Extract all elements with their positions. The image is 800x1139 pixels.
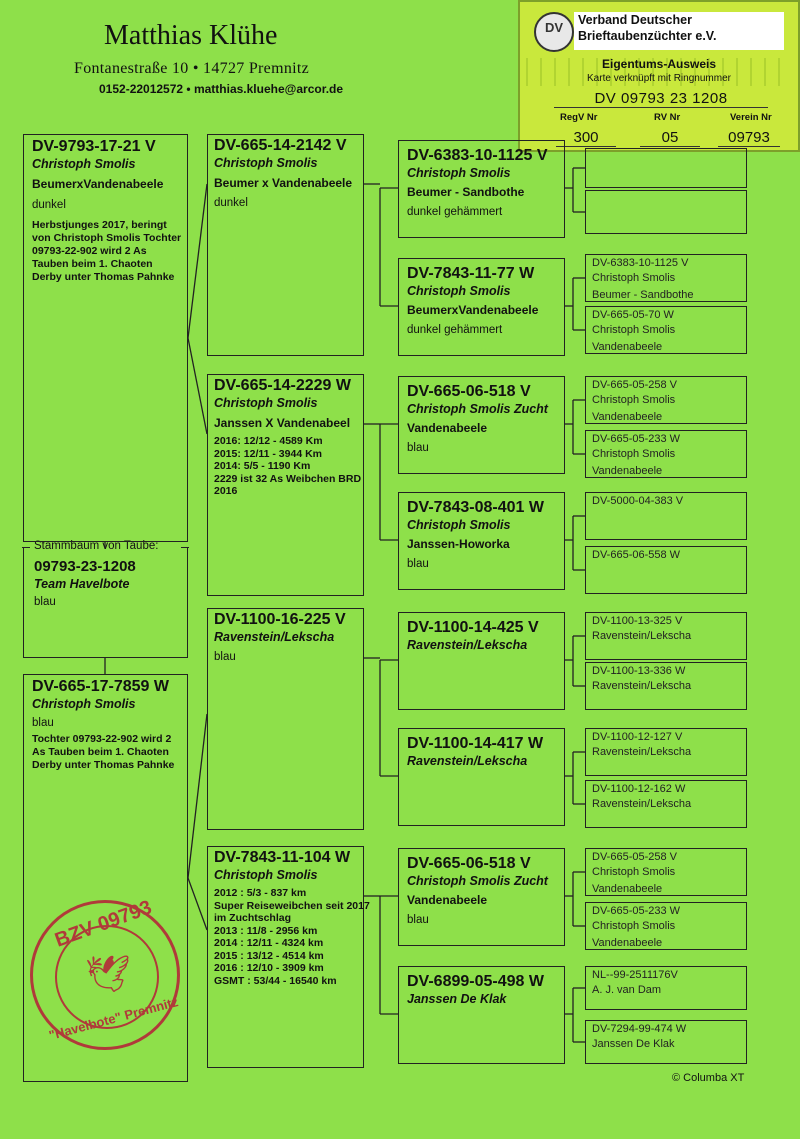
great-grandparent-ring: DV-665-06-518 V: [407, 855, 531, 872]
great-grandparent-breeder: Christoph Smolis Zucht: [407, 874, 548, 888]
grandparent-color: dunkel: [214, 197, 248, 209]
great-grandparent-breeder: Christoph Smolis Zucht: [407, 402, 548, 416]
ancestor-line: DV-6383-10-1125 V: [592, 257, 689, 269]
great-grandparent-color: blau: [407, 442, 429, 454]
great-grandparent-breeder: Christoph Smolis: [407, 284, 511, 298]
subject-ring: 09793-23-1208: [34, 558, 136, 575]
great-grandparent-line: BeumerxVandenabeele: [407, 303, 539, 317]
ancestor-line: Beumer - Sandbothe: [592, 289, 694, 301]
ancestor-line: Christoph Smolis: [592, 324, 676, 336]
grandparent-note: GSMT : 53/44 - 16540 km: [214, 974, 337, 987]
ancestor-line: DV-1100-13-336 W: [592, 665, 686, 677]
subject-breeder: Team Havelbote: [34, 577, 130, 591]
great-grandparent-breeder: Ravenstein/Lekscha: [407, 638, 528, 652]
grandparent-ring: DV-7843-11-104 W: [214, 849, 351, 866]
ancestor-line: Janssen De Klak: [592, 1038, 675, 1050]
grandparent-note: 2016 : 12/10 - 3909 km: [214, 962, 324, 974]
father-breeder: Christoph Smolis: [32, 157, 136, 171]
grandparent-note: 2016: 12/12 - 4589 Km: [214, 435, 323, 447]
great-grandparent-breeder: Christoph Smolis: [407, 518, 511, 532]
great-grandparent-ring: DV-7843-11-77 W: [407, 265, 535, 282]
mother-ring: DV-665-17-7859 W: [32, 678, 169, 695]
grandparent-line: Beumer x Vandenabeele: [214, 176, 353, 190]
mother-note: Tochter 09793-22-902 wird 2 As Tauben beim 1. Chaoten Derby unter Thomas Pahnke: [32, 733, 175, 771]
great-grandparent-color: dunkel gehämmert: [407, 324, 503, 336]
great-grandparent-ring: DV-665-06-518 V: [407, 383, 531, 400]
grandparent-note: 2015: 12/11 - 3944 Km: [214, 447, 322, 460]
ancestor-line: Vandenabeele: [592, 937, 663, 949]
card-value-rv: 05: [640, 129, 700, 147]
grandparent-breeder: Christoph Smolis: [214, 156, 318, 170]
connector-line: [188, 878, 207, 930]
great-grandparent-line: Vandenabeele: [407, 421, 488, 435]
ancestor-line: Vandenabeele: [592, 883, 663, 895]
ancestor-line: DV-1100-13-325 V: [592, 615, 683, 627]
card-label-verein: Verein Nr: [730, 112, 772, 123]
grandparent-color: blau: [214, 651, 236, 663]
grandparent-note: 2014 : 12/11 - 4324 km: [214, 937, 324, 949]
great-grandparent-ring: DV-1100-14-425 V: [407, 619, 539, 636]
footer-credit: © Columba XT: [672, 1072, 745, 1084]
ancestor-line: DV-665-05-233 W: [592, 905, 681, 917]
great-grandparent-ring: DV-7843-08-401 W: [407, 499, 544, 516]
ancestor-line: Ravenstein/Lekscha: [592, 798, 692, 810]
breeder-name: Matthias Klühe: [104, 20, 278, 51]
ancestor-line: Vandenabeele: [592, 465, 663, 477]
grandparent-note: 2014: 5/5 - 1190 Km: [214, 460, 311, 472]
breeder-address: Fontanestraße 10 • 14727 Premnitz: [74, 60, 310, 77]
ancestor-line: DV-665-05-70 W: [592, 309, 674, 321]
great-grandparent-color: dunkel gehämmert: [407, 206, 503, 218]
club-stamp: [30, 896, 180, 1050]
card-label-regv: RegV Nr: [560, 112, 598, 123]
card-title: Eigentums-Ausweis: [601, 57, 717, 71]
card-value-regv: 300: [556, 129, 616, 147]
ancestor-line: Christoph Smolis: [592, 272, 676, 284]
ancestor-line: DV-1100-12-127 V: [592, 731, 683, 743]
ancestor-line: Christoph Smolis: [592, 920, 676, 932]
father-note: Herbstjunges 2017, beringt von Christoph Smolis Tochter 09793-22-902 wird 2 As Tauben beim 1. Chaoten Derby unter Thomas Pahnke: [32, 219, 182, 283]
father-ring: DV-9793-17-21 V: [32, 138, 156, 155]
grandparent-note: Super Reiseweibchen seit 2017: [214, 899, 370, 912]
great-grandparent-ring: DV-6383-10-1125 V: [407, 147, 548, 164]
great-grandparent-breeder: Ravenstein/Lekscha: [407, 754, 528, 768]
card-value-verein: 09793: [718, 129, 780, 147]
grandparent-note: im Zuchtschlag: [214, 912, 292, 924]
stamp-bottom-text: "Havelbote" Premnitz: [47, 994, 180, 1043]
ancestor-line: Ravenstein/Lekscha: [592, 746, 692, 758]
stamp-top-text: BZV 09793: [52, 896, 155, 952]
grandparent-breeder: Christoph Smolis: [214, 396, 318, 410]
grandparent-note: 2015 : 13/12 - 4514 km: [214, 949, 324, 962]
connector-line: [188, 714, 207, 878]
great-grandparent-breeder: Christoph Smolis: [407, 166, 511, 180]
great-grandparent-breeder: Janssen De Klak: [407, 992, 507, 1006]
grandparent-breeder: Ravenstein/Lekscha: [214, 630, 335, 644]
father-color: dunkel: [32, 199, 66, 211]
ancestor-line: Ravenstein/Lekscha: [592, 630, 692, 642]
ancestor-line: DV-5000-04-383 V: [592, 495, 684, 507]
ancestor-line: DV-665-05-258 V: [592, 379, 677, 391]
grandparent-ring: DV-665-14-2142 V: [214, 137, 347, 154]
card-label-rv: RV Nr: [654, 112, 681, 123]
subject-color: blau: [34, 596, 56, 608]
vdbt-logo-icon: DV: [534, 12, 574, 52]
grandparent-note: 2229 ist 32 As Weibchen BRD: [214, 472, 362, 485]
great-grandparent-color: blau: [407, 914, 429, 926]
ancestor-line: DV-665-06-558 W: [592, 549, 681, 561]
ancestor-line: Christoph Smolis: [592, 448, 676, 460]
ancestor-line: Christoph Smolis: [592, 394, 676, 406]
ancestor-line: Ravenstein/Lekscha: [592, 680, 692, 692]
breeder-contact: 0152-22012572 • matthias.kluehe@arcor.de: [99, 82, 344, 96]
grandparent-note: 2012 : 5/3 - 837 km: [214, 887, 307, 899]
grandparent-ring: DV-665-14-2229 W: [214, 377, 351, 394]
great-grandparent-line: Vandenabeele: [407, 893, 488, 907]
subject-caption: Stammbaum von Taube:: [34, 540, 159, 552]
connector-line: [188, 184, 207, 338]
great-grandparent-line: Beumer - Sandbothe: [407, 185, 525, 199]
grandparent-note: 2013 : 11/8 - 2956 km: [214, 924, 318, 937]
great-grandparent-color: blau: [407, 558, 429, 570]
ancestor-line: Christoph Smolis: [592, 866, 676, 878]
ancestor-line: DV-665-05-258 V: [592, 851, 677, 863]
card-ring-number: DV 09793 23 1208: [554, 90, 768, 108]
grandparent-ring: DV-1100-16-225 V: [214, 611, 346, 628]
card-org-line1: Verband Deutscher: [578, 13, 692, 27]
great-grandparent-ring: DV-6899-05-498 W: [407, 973, 544, 990]
ancestor-line: Vandenabeele: [592, 411, 663, 423]
ancestor-line: Vandenabeele: [592, 341, 663, 353]
card-org-line2: Brieftaubenzüchter e.V.: [578, 29, 717, 43]
connector-line: [188, 338, 207, 434]
grandparent-breeder: Christoph Smolis: [214, 868, 318, 882]
father-line: BeumerxVandenabeele: [32, 177, 164, 191]
mother-breeder: Christoph Smolis: [32, 697, 136, 711]
great-grandparent-line: Janssen-Howorka: [407, 537, 510, 551]
ancestor-line: DV-1100-12-162 W: [592, 783, 686, 795]
card-subtitle: Karte verknüpft mit Ringnummer: [587, 73, 731, 84]
grandparent-note: 2016: [214, 485, 238, 497]
mother-color: blau: [32, 717, 54, 729]
ancestor-line: DV-665-05-233 W: [592, 433, 681, 445]
dove-icon: 🕊: [85, 953, 131, 994]
ancestor-line: DV-7294-99-474 W: [592, 1023, 687, 1035]
grandparent-line: Janssen X Vandenabeel: [214, 416, 351, 430]
ancestor-line: NL--99-2511176V: [592, 969, 678, 981]
ancestor-line: A. J. van Dam: [592, 984, 662, 996]
great-grandparent-ring: DV-1100-14-417 W: [407, 735, 544, 752]
